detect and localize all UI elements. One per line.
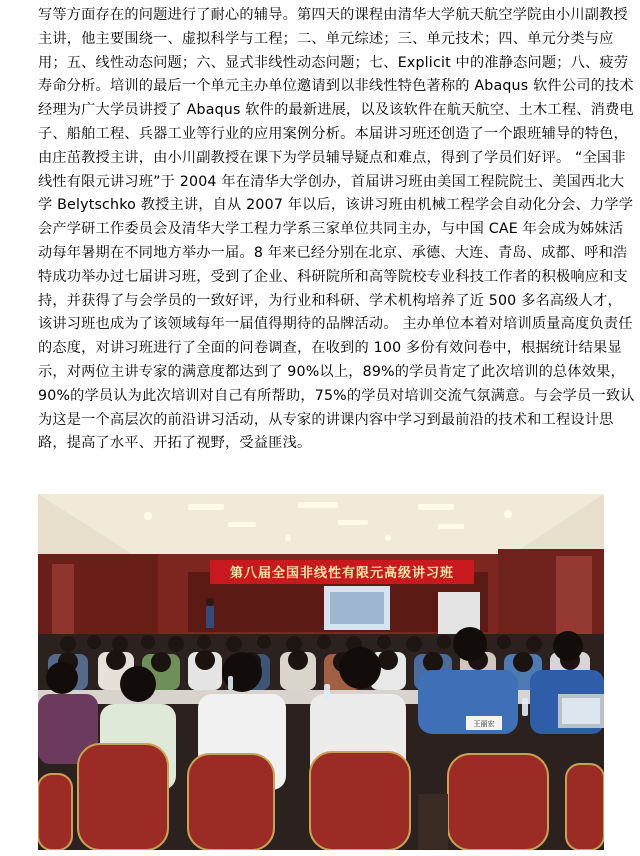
article-paragraph: 写等方面存在的问题进行了耐心的辅导。第四天的课程由清华大学航天航空学院由小川副教授主讲，他主要围绕一、虚拟科学与工程；二、单元综述；三、单元技术；四、单元分类与应用；五、线性动态问题；六、显式非线性动态问题；七、Explicit 中的准静态问题；八、疲劳寿命分析。培训的最后一个单元主办单位邀请到以非线性特色著称的 Abaqus 软件公司的技术经理为广大学员讲授了 Abaqus 软件的最新进展，以及该软件在航天航空、土木工程、消费电子、船舶工程、兵器工业等行业的应用案例分析。本届讲习班还创造了一个跟班辅导的特色，由庄茁教授主讲，由小川副教授在课下为学员辅导疑点和难点，得到了学员们好评。 “全国非线性有限元讲习班”于 2004 年在清华大学创办，首届讲习班由美国工程院院士、美国西北大学 Belytschko 教授主讲，自从 2007 年以后，该讲习班由机械工程学会自动化分会、力学学会产学研工作委员会及清华大学工程力学系三家单位共同主办，与中国 CAE 年会成为姊妹活动每年暑期在不同地方举办一届。8 年来已经分别在北京、承德、大连、青岛、成都、呼和浩特成功举办过七届讲习班，受到了企业、科研院所和高等院校专业科技工作者的积极响应和支持，并获得了与会学员的一致好评，为行业和科研、学术机构培养了近 500 多名高级人才，该讲习班也成为了该领域每年一届值得期待的品牌活动。 主办单位本着对培训质量高度负责任的态度，对讲习班进行了全面的问卷调查，在收到的 100 多份有效问卷中，根据统计结果显示，对两位主讲专家的满意度都达到了 90%以上，89%的学员肯定了此次培训的总体效果，90%的学员认为此次培训对自己有所帮助，75%的学员对培训交流气氛满意。与会学员一致认为这是一个高层次的前沿讲习活动，从专家的讲课内容中学习到最前沿的技术和工程设计思路，提高了水平、开拓了视野，受益匪浅。 <box>38 7 635 452</box>
banner-text: 第八届全国非线性有限元高级讲习班 <box>229 566 455 581</box>
article <box>38 4 636 456</box>
front-chairs <box>38 744 604 850</box>
name-tag-text: 王丽宏 <box>473 720 495 728</box>
lecture-hall-photo <box>38 494 604 850</box>
speaker <box>206 606 214 628</box>
lecture-hall-illustration <box>38 494 604 850</box>
